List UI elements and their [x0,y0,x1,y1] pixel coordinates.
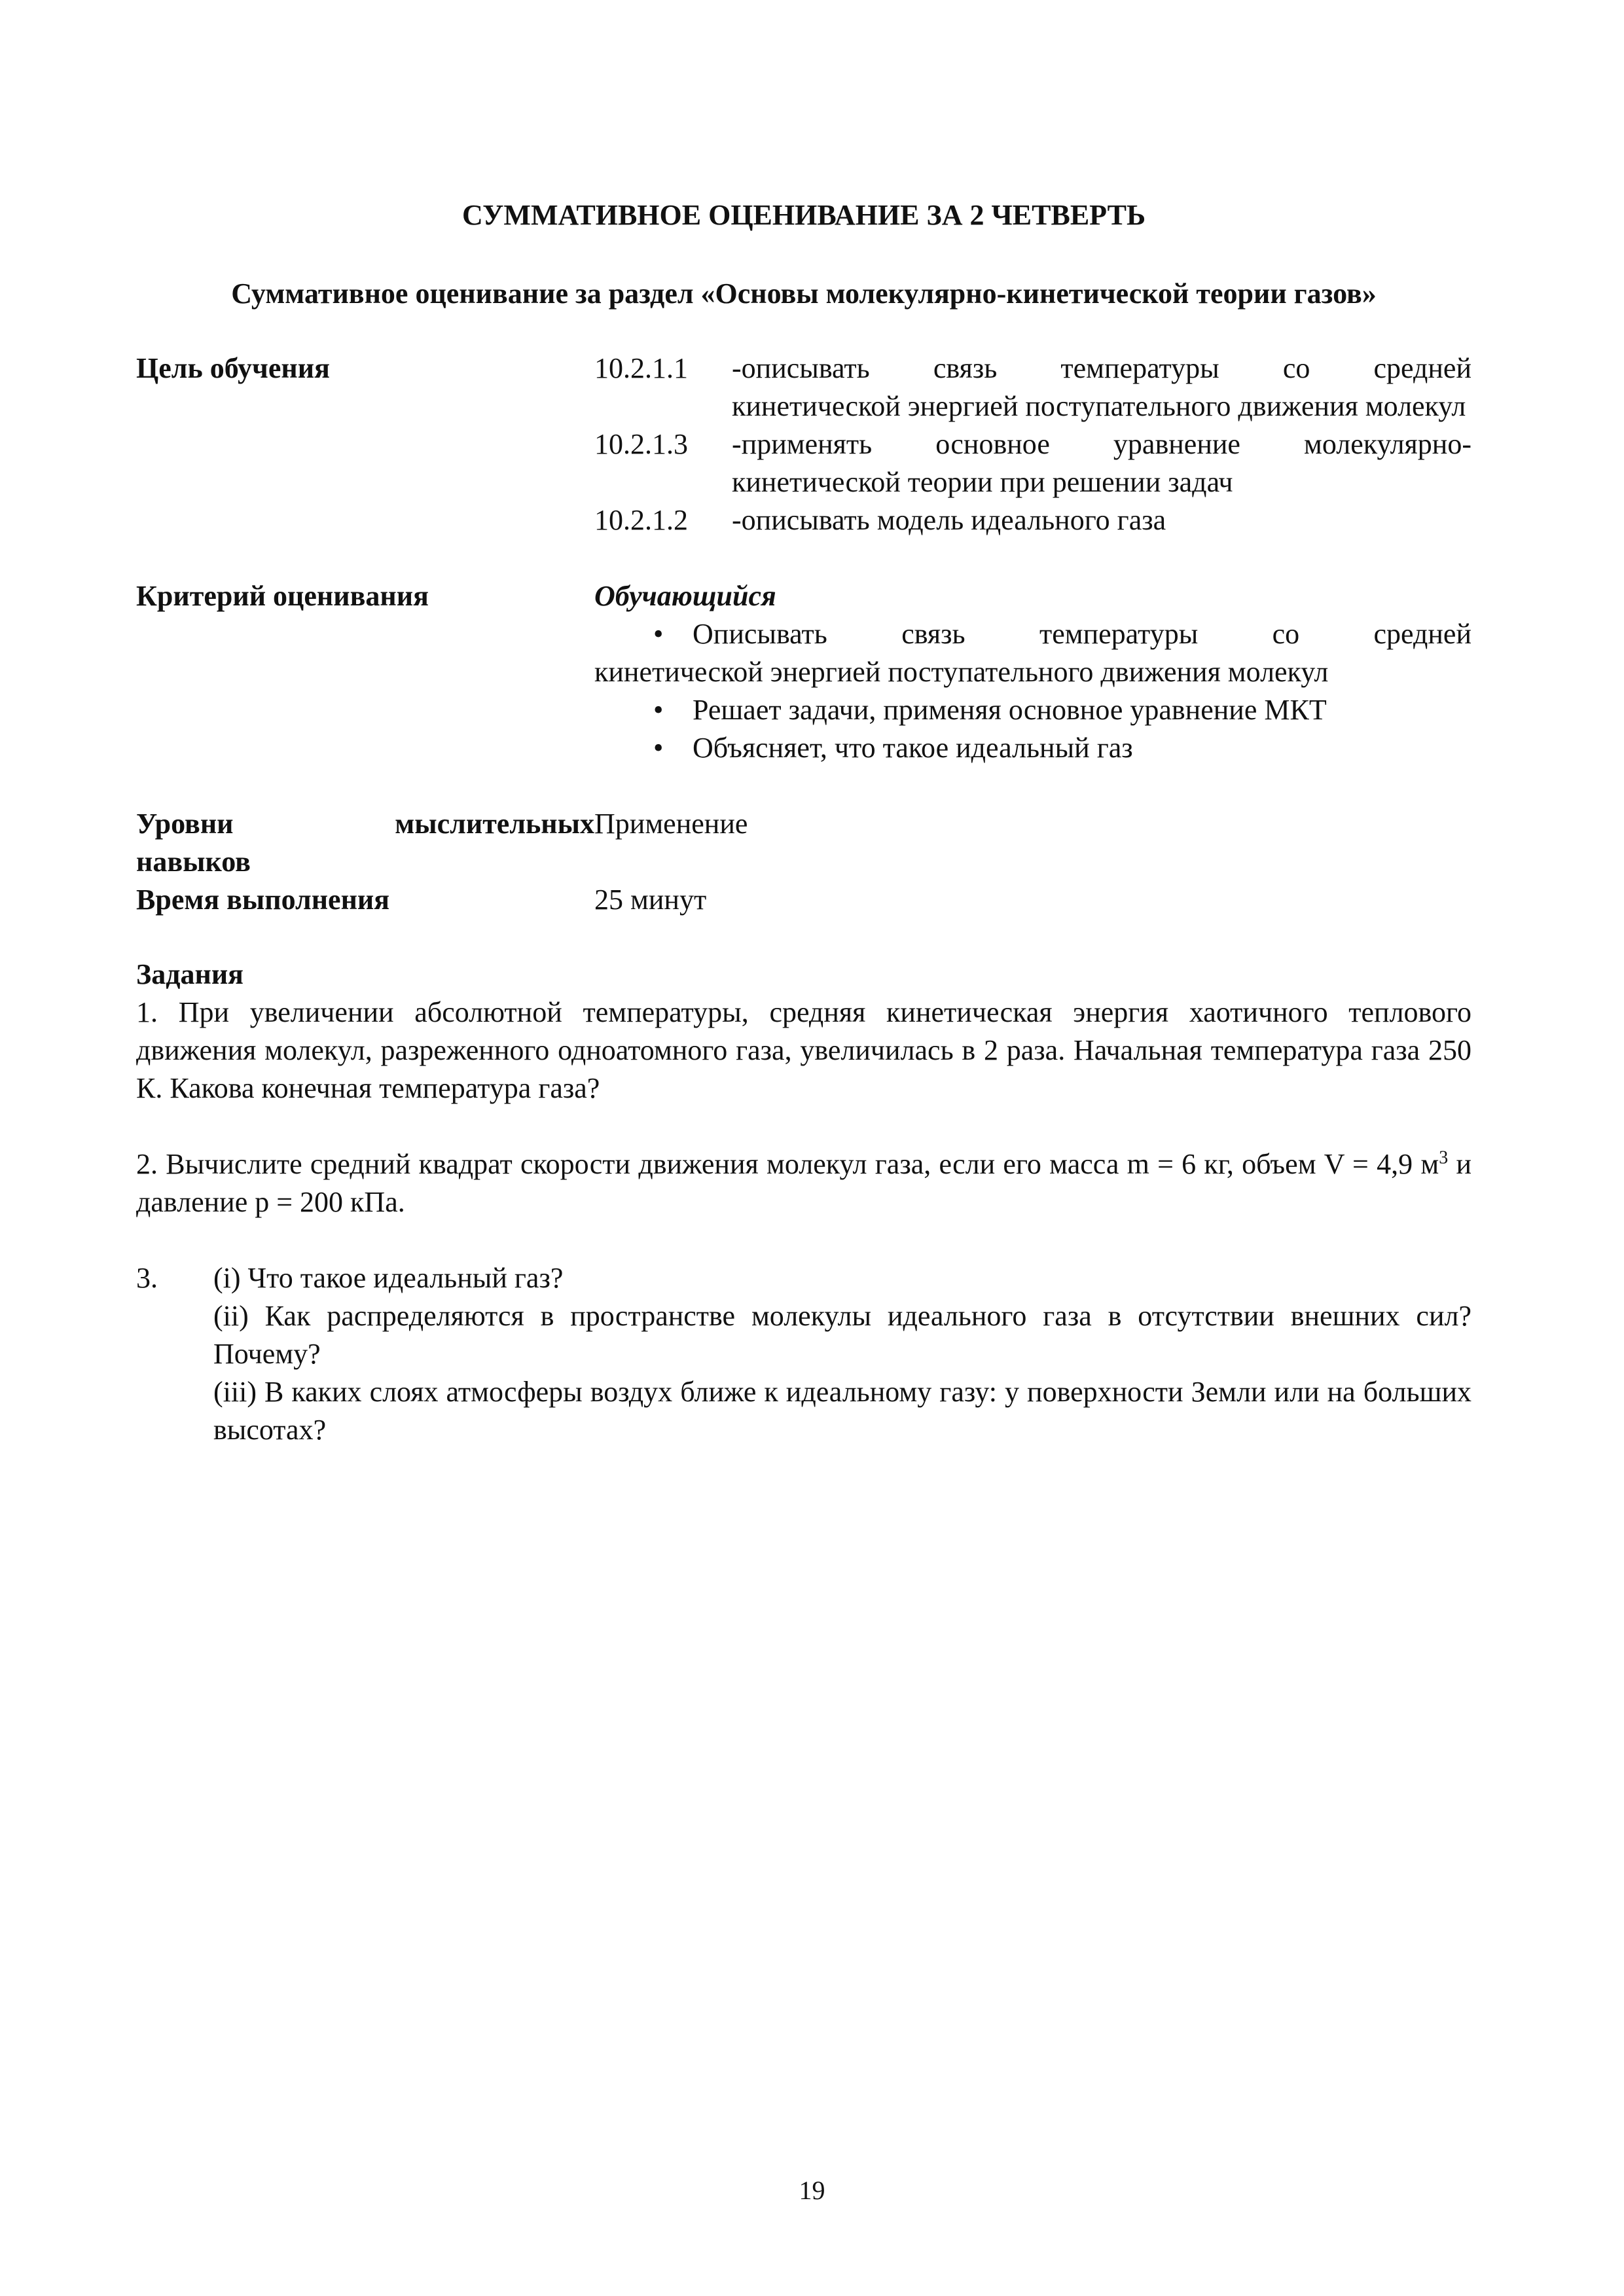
goal-item-first-line [594,425,1471,463]
task-3 [136,1259,1471,1449]
criteria-item-text: Решает задачи, применяя основное уравнение МКТ [693,694,1327,726]
goal-text: -описывать связь температуры со средней [732,352,1471,384]
goal-code: 10.2.1.1 [594,352,688,384]
tasks-heading: Задания [136,958,244,990]
goal-code: 10.2.1.3 [594,428,688,460]
learning-goal-list [594,350,1471,539]
task-3-questions [136,1259,1471,1449]
task-1: 1. При увеличении абсолютной температуры, средняя кинетическая энергия хаотичного теплового движения молекул, разреженного одноатомного газа, увеличилась в 2 раза. Начальная температура газа 250 К. Какова конечная температура газа? [136,996,1471,1104]
criteria-heading: Обучающийся [594,580,776,612]
skill-levels-label [136,805,594,881]
task-2 [136,1145,1471,1221]
task-3-number: 3. [136,1262,158,1294]
completion-time-value: 25 минут [594,884,707,916]
criteria-item-text: Объясняет, что такое идеальный газ [693,732,1133,764]
criteria-item [594,615,1471,691]
goal-item [594,425,1471,501]
skill-levels-value: Применение [594,808,748,840]
bullet-icon: • [653,694,664,726]
bullet-icon: • [653,732,664,764]
goal-text-continued: кинетической теории при решении задач [732,466,1233,498]
skill-levels-label-line2: навыков [136,846,251,878]
task-2-text: 2. Вычислите средний квадрат скорости движения молекул газа, если его масса m = 6 кг, объем V = 4,9 м [136,1148,1439,1180]
criteria-item-first-line: Описывать связь температуры со средней [693,618,1471,650]
task-3-question: (i) Что такое идеальный газ? [213,1262,564,1294]
criteria-item [594,729,1471,767]
goal-text: -применять основное уравнение молекулярно- [732,428,1471,460]
tasks-section [136,956,1471,1449]
goal-text: -описывать модель идеального газа [732,504,1166,536]
page-title: СУММАТИВНОЕ ОЦЕНИВАНИЕ ЗА 2 ЧЕТВЕРТЬ [461,199,1146,231]
bullet-icon: • [653,618,664,650]
assessment-criteria-label: Критерий оценивания [136,580,429,612]
assessment-criteria-list [594,577,1471,767]
criteria-item-continued: кинетической энергией поступательного движения молекул [594,656,1329,688]
section-subtitle: Суммативное оценивание за раздел «Основы молекулярно-кинетической теории газов» [231,278,1377,310]
task-2-superscript: 3 [1439,1147,1449,1168]
goal-item [594,501,1471,539]
goal-text-continued: кинетической энергией поступательного движения молекул [732,390,1466,422]
task-3-question: (iii) В каких слоях атмосферы воздух ближе к идеальному газу: у поверхности Земли или на больших высотах? [213,1376,1471,1446]
skill-levels-label-line1: Уровни мыслительных [136,808,594,840]
goal-item [594,350,1471,425]
page-number: 19 [799,2176,825,2205]
criteria-item [594,691,1471,729]
completion-time-row [136,881,1471,919]
goal-item-first-line [594,501,1471,539]
goal-code: 10.2.1.2 [594,504,688,536]
goal-item-first-line [594,350,1471,387]
learning-goal-label: Цель обучения [136,352,330,384]
completion-time-label: Время выполнения [136,884,390,916]
assessment-criteria-row [136,577,1471,767]
learning-goal-row [136,350,1471,539]
skill-levels-row [136,805,1471,881]
task-2-text-end: и давление p = 200 кПа. [136,1148,1472,1218]
document-page [136,196,1471,1449]
task-3-question: (ii) Как распределяются в пространстве молекулы идеального газа в отсутствии внешних сил? Почему? [213,1300,1471,1370]
